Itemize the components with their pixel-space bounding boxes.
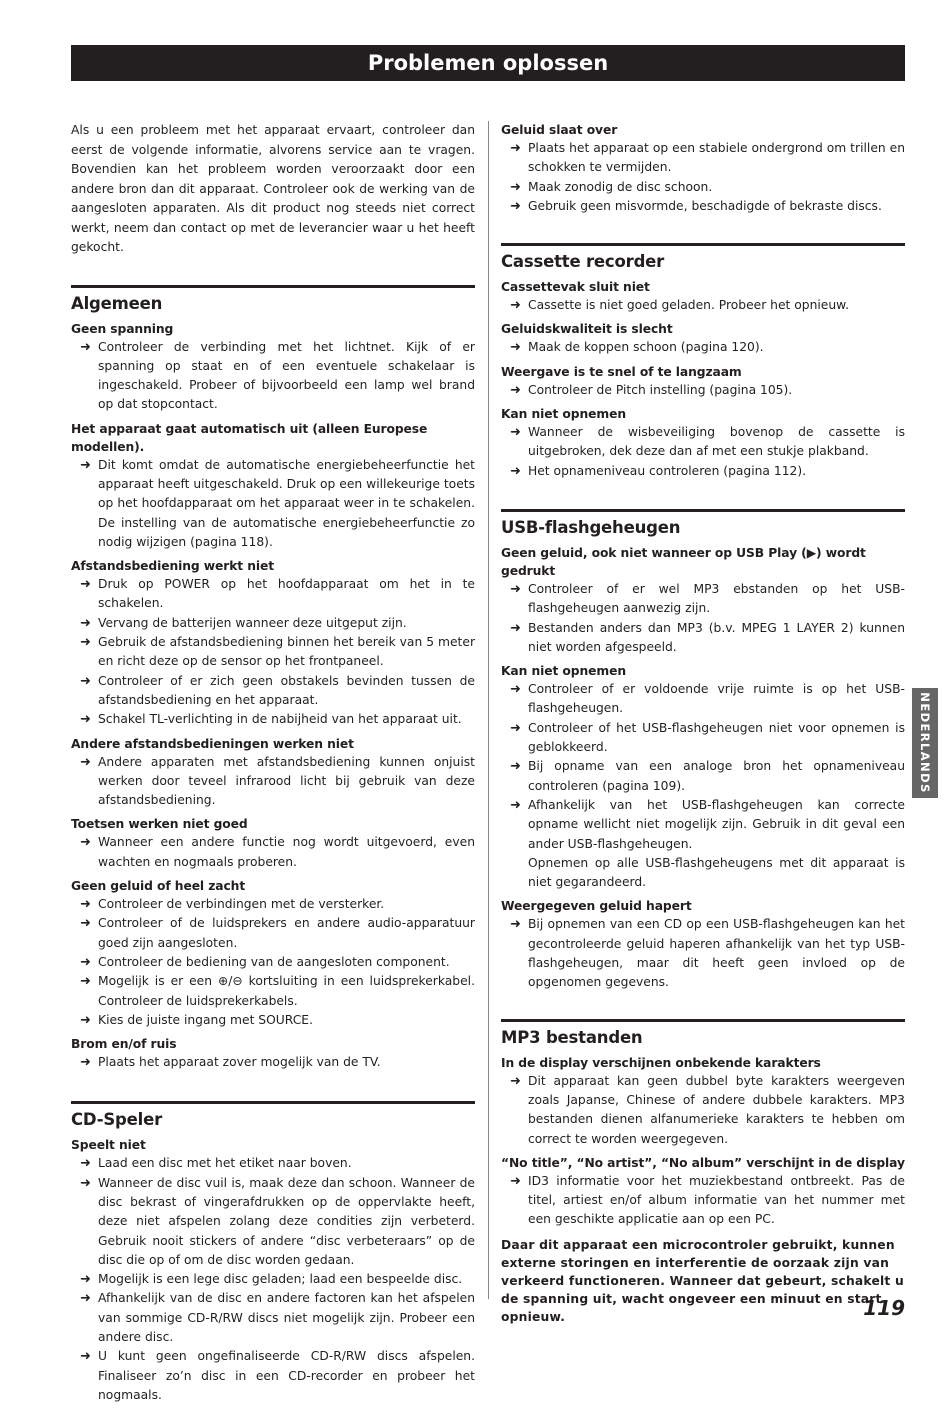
arrow-right-icon: ➜ <box>80 1055 91 1071</box>
language-tab-label: NEDERLANDS <box>918 692 932 794</box>
solution-text: U kunt geen ongefinaliseerde CD-R/RW discs afspelen. Finaliseer zo’n disc in een CD-recorder en probeer het nogmaals. <box>98 1349 475 1402</box>
section-cd-speler <box>71 1101 475 1405</box>
section-cassette-recorder <box>501 243 905 481</box>
arrow-right-icon: ➜ <box>510 340 521 356</box>
solution-text: Maak zonodig de disc schoon. <box>528 179 713 194</box>
solution-text: Controleer of er voldoende vrije ruimte is op het USB-flashgeheugen. <box>528 682 905 716</box>
problem-item <box>501 662 905 892</box>
problem-title: Kan niet opnemen <box>501 407 626 422</box>
solution-text: Druk op POWER op het hoofdapparaat om het in te schakelen. <box>98 577 475 611</box>
arrow-right-icon: ➜ <box>80 712 91 728</box>
arrow-right-icon: ➜ <box>80 954 91 970</box>
problem-title: Cassettevak sluit niet <box>501 280 650 295</box>
solution-text: Controleer de verbindingen met de versterker. <box>98 897 385 912</box>
solution-item <box>71 456 475 552</box>
arrow-right-icon: ➜ <box>510 720 521 736</box>
solution-text: Controleer of er wel MP3 ebstanden op het USB-flashgeheugen aanwezig zijn. <box>528 581 905 616</box>
problem-item <box>501 897 905 992</box>
arrow-right-icon: ➜ <box>510 1173 521 1189</box>
solution-text: Wanneer de wisbeveiliging bovenop de cassette is uitgebroken, dek deze dan af met een stukje plakband. <box>528 425 905 459</box>
problem-item <box>501 363 905 400</box>
solution-item <box>501 381 905 400</box>
solution-item <box>501 462 905 481</box>
arrow-right-icon: ➜ <box>510 759 521 775</box>
solution-item <box>501 680 905 719</box>
arrow-right-icon: ➜ <box>510 917 521 933</box>
solution-text: Mogelijk is er een ⊕/⊖ kortsluiting in een luidsprekerkabel. Controleer de luidsprekerkabels. <box>98 974 475 1008</box>
section-rule <box>501 243 905 246</box>
solution-item <box>71 1270 475 1289</box>
solution-text: Gebruik geen misvormde, beschadigde of bekraste discs. <box>528 198 882 213</box>
problem-title: Weergave is te snel of te langzaam <box>501 364 742 379</box>
solution-text: Afhankelijk van het USB-flashgeheugen kan correcte opname wellicht niet mogelijk zijn. Gebruik in dit geval een ander USB-flashgeheugen. Opnemen op alle USB-flashgeheugens met dit apparaat is niet gegarandeerd. <box>528 797 905 890</box>
problem-title: Het apparaat gaat automatisch uit (alleen Europese modellen). <box>71 421 428 454</box>
solution-text: Cassette is niet goed geladen. Probeer het opnieuw. <box>528 298 850 313</box>
arrow-right-icon: ➜ <box>80 1349 91 1365</box>
solution-item <box>501 1172 905 1230</box>
problem-title: In de display verschijnen onbekende karakters <box>501 1055 821 1070</box>
problem-item <box>71 320 475 415</box>
solution-text: Maak de koppen schoon (pagina 120). <box>528 340 764 355</box>
solution-text: Wanneer de disc vuil is, maak deze dan schoon. Wanneer de disc bekrast of vingerafdrukken op de oppervlakte heeft, deze niet afspelen zolang deze condities zijn verbeterd. Gebruik nooit stickers of andere “disc verbeteraars” op de disc die op of om de disc worden gedaan. <box>98 1175 475 1267</box>
problem-item <box>501 1154 905 1230</box>
solution-item <box>71 1053 475 1072</box>
arrow-right-icon: ➜ <box>80 673 91 689</box>
solution-item <box>71 914 475 953</box>
arrow-right-icon: ➜ <box>510 620 521 636</box>
problem-item <box>501 320 905 357</box>
solution-text: Controleer de Pitch instelling (pagina 105). <box>528 382 793 397</box>
solution-text: Het opnameniveau controleren (pagina 112). <box>528 463 807 478</box>
solution-text: Wanneer een andere functie nog wordt uitgevoerd, even wachten en nogmaals proberen. <box>98 835 475 869</box>
problem-title: Kan niet opnemen <box>501 664 626 679</box>
arrow-right-icon: ➜ <box>510 1073 521 1089</box>
solution-text: Kies de juiste ingang met SOURCE. <box>98 1012 313 1027</box>
solution-text: Controleer of het USB-flashgeheugen niet voor opnemen is geblokkeerd. <box>528 720 905 755</box>
arrow-right-icon: ➜ <box>80 457 91 473</box>
solution-text: Gebruik de afstandsbediening binnen het bereik van 5 meter en richt deze op de sensor op het frontpaneel. <box>98 635 475 669</box>
arrow-right-icon: ➜ <box>510 198 521 214</box>
arrow-right-icon: ➜ <box>80 1156 91 1172</box>
solution-text: Plaats het apparaat op een stabiele ondergrond om trillen en schokken te vermijden. <box>528 141 905 175</box>
solution-item <box>71 1154 475 1173</box>
problem-title: Geen geluid, ook niet wanneer op USB Play (▶) wordt gedrukt <box>501 545 866 578</box>
problem-title: Geluid slaat over <box>501 123 618 137</box>
arrow-right-icon: ➜ <box>80 577 91 593</box>
arrow-right-icon: ➜ <box>80 635 91 651</box>
solution-text: Controleer of er zich geen obstakels bevinden tussen de afstandsbediening en het apparaat. <box>98 673 475 707</box>
arrow-right-icon: ➜ <box>80 916 91 932</box>
page-number: 119 <box>863 1296 905 1320</box>
arrow-right-icon: ➜ <box>80 1012 91 1028</box>
solution-text: Bij opname van een analoge bron het opnameniveau controleren (pagina 109). <box>528 759 905 793</box>
solution-item <box>71 753 475 811</box>
problem-item <box>71 1035 475 1072</box>
solution-item <box>501 915 905 992</box>
section-rule <box>71 285 475 288</box>
problem-item <box>71 815 475 872</box>
problem-title: Andere afstandsbedieningen werken niet <box>71 736 354 751</box>
arrow-right-icon: ➜ <box>80 974 91 990</box>
section-title: Algemeen <box>71 293 163 313</box>
problem-title: Afstandsbediening werkt niet <box>71 559 275 574</box>
arrow-right-icon: ➜ <box>80 754 91 770</box>
problem-title: Toetsen werken niet goed <box>71 817 248 832</box>
problem-item <box>71 557 475 729</box>
problem-item <box>71 735 475 811</box>
solution-item <box>71 1347 475 1405</box>
problem-title: “No title”, “No artist”, “No album” verschijnt in de display <box>501 1155 905 1170</box>
arrow-right-icon: ➜ <box>80 1175 91 1191</box>
problem-title: Geluidskwaliteit is slecht <box>501 322 673 337</box>
section-rule <box>501 1019 905 1022</box>
arrow-right-icon: ➜ <box>510 141 521 156</box>
section-usb-flashgeheugen <box>501 509 905 993</box>
problem-item <box>71 877 475 1030</box>
solution-text: Laad een disc met het etiket naar boven. <box>98 1156 352 1171</box>
problem-title: Geen spanning <box>71 321 174 336</box>
problem-title: Geen geluid of heel zacht <box>71 879 246 894</box>
problem-item <box>501 405 905 481</box>
solution-item <box>71 1011 475 1030</box>
arrow-right-icon: ➜ <box>510 797 521 813</box>
arrow-right-icon: ➜ <box>80 897 91 913</box>
solution-text: Plaats het apparaat zover mogelijk van de TV. <box>98 1055 381 1070</box>
problem-item <box>71 420 475 552</box>
problem-title: Brom en/of ruis <box>71 1037 177 1052</box>
arrow-right-icon: ➜ <box>80 1291 91 1307</box>
language-tab <box>912 688 938 798</box>
solution-item <box>71 575 475 614</box>
arrow-right-icon: ➜ <box>80 615 91 631</box>
solution-item <box>501 796 905 892</box>
solution-item <box>501 619 905 658</box>
left-column <box>71 121 475 1410</box>
solution-text: Bestanden anders dan MP3 (b.v. MPEG 1 LAYER 2) kunnen niet worden afgespeeld. <box>528 620 905 654</box>
solution-item <box>71 710 475 729</box>
problem-title: Weergegeven geluid hapert <box>501 899 692 914</box>
problem-item <box>501 1054 905 1149</box>
solution-item <box>501 580 905 619</box>
solution-text: Dit komt omdat de automatische energiebeheerfunctie het apparaat heeft uitgeschakeld. Druk op een willekeurige toets op het hoofdapparaat om het apparaat weer in te schakelen. De instelling van de automatische energiebeheerfunctie zo nodig wijzigen (pagina 118). <box>98 457 475 549</box>
solution-item <box>501 197 905 216</box>
solution-item <box>71 895 475 914</box>
solution-item <box>71 338 475 415</box>
solution-text: Controleer de verbinding met het lichtnet. Kijk of er spanning op staat en of een eventuele schakelaar is ingeschakeld. Probeer of bijvoorbeeld een lamp wel brand op dat stopcontact. <box>98 339 475 412</box>
arrow-right-icon: ➜ <box>510 581 521 597</box>
arrow-right-icon: ➜ <box>510 682 521 698</box>
solution-text: ID3 informatie voor het muziekbestand ontbreekt. Pas de titel, artiest en/of album informatie van het nummer met een geschikte applicatie aan op een PC. <box>528 1173 905 1227</box>
solution-item <box>501 719 905 758</box>
problem-item <box>501 121 905 216</box>
arrow-right-icon: ➜ <box>80 339 91 355</box>
solution-text: Schakel TL-verlichting in de nabijheid van het apparaat uit. <box>98 712 462 727</box>
section-title: USB-flashgeheugen <box>501 517 681 537</box>
intro-text: Als u een probleem met het apparaat ervaart, controleer dan eerst de volgende informatie, alvorens service aan te vragen. Bovendien kan het probleem worden veroorzaakt door een andere bron dan dit apparaat. Controleer ook de werking van de aangesloten apparaten. Als dit product nog steeds niet correct werkt, neem dan contact op met de leverancier waar u het heeft gekocht. <box>71 123 475 254</box>
solution-text: Mogelijk is een lege disc geladen; laad een bespeelde disc. <box>98 1272 463 1287</box>
solution-text: Controleer of de luidsprekers en andere audio-apparatuur goed zijn aangesloten. <box>98 916 475 950</box>
problem-item <box>501 278 905 315</box>
solution-item <box>71 1174 475 1270</box>
arrow-right-icon: ➜ <box>510 425 521 441</box>
solution-text: Andere apparaten met afstandsbediening kunnen onjuist werken door teveel infrarood licht bij gebruik van deze afstandsbediening. <box>98 754 475 808</box>
arrow-right-icon: ➜ <box>510 298 521 314</box>
solution-item <box>501 423 905 462</box>
problem-item <box>501 544 905 657</box>
problem-title: Speelt niet <box>71 1138 146 1153</box>
solution-item <box>501 296 905 315</box>
section-title: MP3 bestanden <box>501 1027 643 1047</box>
arrow-right-icon: ➜ <box>80 1272 91 1288</box>
page-title: Problemen oplossen <box>71 45 905 81</box>
solution-item <box>71 672 475 711</box>
solution-item <box>71 953 475 972</box>
solution-item <box>71 833 475 872</box>
solution-item <box>501 1072 905 1149</box>
section-cd-speler-continued <box>501 121 905 216</box>
solution-item <box>71 1289 475 1347</box>
solution-text: Bij opnemen van een CD op een USB-flashgeheugen kan het gecontroleerde geluid haperen afhankelijk van het typ USB-flashgeheugen, maar dit heeft geen invloed op de opgenomen gegevens. <box>528 917 905 990</box>
solution-item <box>71 614 475 633</box>
arrow-right-icon: ➜ <box>510 463 521 479</box>
solution-text: Controleer de bediening van de aangesloten component. <box>98 954 450 969</box>
section-title: Cassette recorder <box>501 252 665 272</box>
arrow-right-icon: ➜ <box>80 835 91 851</box>
column-divider <box>488 121 489 1299</box>
solution-item <box>501 139 905 178</box>
solution-item <box>501 178 905 197</box>
section-rule <box>71 1101 475 1104</box>
arrow-right-icon: ➜ <box>510 382 521 398</box>
section-rule <box>501 509 905 512</box>
solution-item <box>501 757 905 796</box>
section-title: CD-Speler <box>71 1110 163 1130</box>
solution-text: Vervang de batterijen wanneer deze uitgeput zijn. <box>98 615 407 630</box>
closing-note: Daar dit apparaat een microcontroler gebruikt, kunnen externe storingen en interferentie de oorzaak zijn van verkeerd functioneren. Wanneer dat gebeurt, schakelt u de spanning uit, wacht ongeveer een minuut en start opnieuw. <box>501 1237 904 1324</box>
solution-item <box>71 972 475 1011</box>
section-algemeen <box>71 285 475 1073</box>
section-mp3-bestanden <box>501 1019 905 1230</box>
arrow-right-icon: ➜ <box>510 179 521 195</box>
solution-text: Afhankelijk van de disc en andere factoren kan het afspelen van sommige CD-R/RW discs niet mogelijk zijn. Probeer een andere disc. <box>98 1291 475 1345</box>
solution-text: Dit apparaat kan geen dubbel byte karakters weergeven zoals Japanse, Chinese of andere dubbele karakters. MP3 bestanden dienen alfanumerieke karakters te hebben om correct te worden weergegeven. <box>528 1073 905 1146</box>
problem-item <box>71 1136 475 1405</box>
solution-item <box>71 633 475 672</box>
right-column <box>501 121 905 1326</box>
solution-item <box>501 338 905 357</box>
